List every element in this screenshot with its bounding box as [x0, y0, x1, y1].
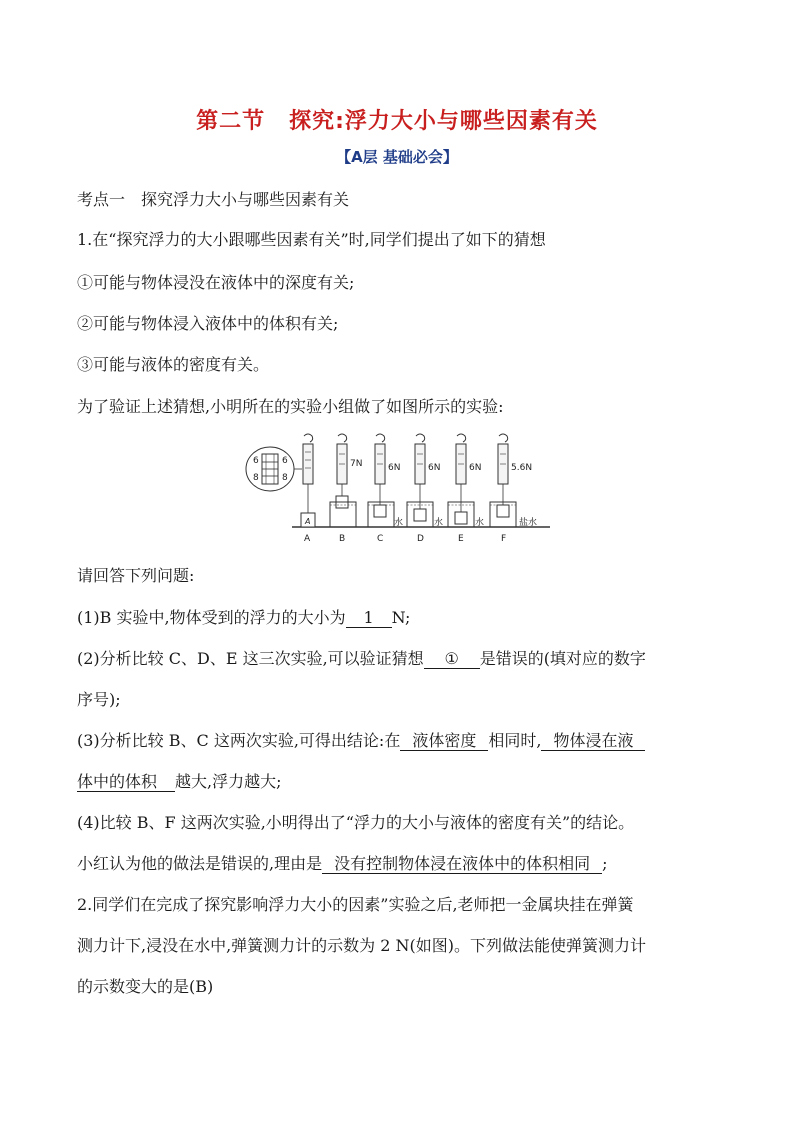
inset-tick-left-bottom: 8	[253, 473, 259, 483]
q1-part-4-line2	[77, 854, 608, 874]
setup-b	[330, 434, 362, 527]
q1-part-3-answer-2a: 物体浸在液	[541, 732, 645, 751]
q1-part-3-line2	[77, 772, 282, 792]
inset-tick-right-bottom: 8	[282, 473, 288, 483]
scale-inset	[246, 447, 302, 491]
reading-c: 6N	[388, 463, 401, 473]
q2-line-3: 的示数变大的是(B)	[77, 977, 214, 996]
q1-part-3-answer-2b: 体中的体积	[77, 773, 175, 792]
section-title	[0, 104, 794, 135]
reading-f: 5.6N	[511, 463, 533, 473]
q1-guess-2: ②可能与物体浸入液体中的体积有关;	[77, 314, 339, 333]
q1-guess-1: ①可能与物体浸没在液体中的深度有关;	[77, 273, 355, 292]
setup-f	[490, 434, 537, 528]
section-number: 第二节	[196, 109, 266, 134]
q1-part-1-answer: 1	[346, 609, 392, 628]
q1-part-3-text-mid: 相同时,	[488, 731, 542, 750]
q1-part-1-unit: N;	[391, 608, 411, 627]
q1-part-3-answer-1: 液体密度	[400, 732, 488, 751]
label-d: D	[417, 534, 424, 544]
liquid-d: 水	[434, 518, 444, 528]
q1-part-4-answer: 没有控制物体浸在液体中的体积相同	[322, 855, 602, 874]
q1-stem: 1.在“探究浮力的大小跟哪些因素有关”时,同学们提出了如下的猜想	[77, 230, 546, 249]
label-f: F	[501, 534, 507, 544]
q1-part-2	[77, 649, 646, 669]
liquid-c: 水	[394, 518, 404, 528]
q1-part-2-text: (2)分析比较 C、D、E 这三次实验,可以验证猜想	[77, 649, 424, 668]
reading-e: 6N	[469, 463, 482, 473]
level-label: 【A层 基础必会】	[336, 148, 458, 166]
q2-line-2: 测力计下,浸没在水中,弹簧测力计的示数为 2 N(如图)。下列做法能使弹簧测力计	[77, 936, 647, 955]
section-topic: 探究:浮力大小与哪些因素有关	[289, 109, 598, 134]
label-e: E	[458, 534, 464, 544]
setup-e	[448, 434, 484, 528]
q1-part-4: (4)比较 B、F 这两次实验,小明得出了“浮力的大小与液体的密度有关”的结论。	[77, 813, 635, 832]
q1-part-4-end: ;	[602, 854, 608, 873]
q1-guess-3: ③可能与液体的密度有关。	[77, 355, 270, 374]
q1-part-2-line2: 序号);	[77, 690, 121, 709]
q1-part-4-text: 小红认为他的做法是错误的,理由是	[77, 854, 323, 873]
q1-intro: 为了验证上述猜想,小明所在的实验小组做了如图所示的实验:	[77, 397, 504, 416]
q1-part-1	[77, 608, 410, 628]
setup-a	[301, 434, 315, 527]
topic-heading: 考点一 探究浮力大小与哪些因素有关	[77, 190, 350, 209]
q1-part-3	[77, 731, 645, 751]
label-b: B	[339, 534, 346, 544]
q1-part-2-answer: ①	[424, 650, 480, 669]
q1-part-3-text: (3)分析比较 B、C 这两次实验,可得出结论:在	[77, 731, 401, 750]
q1-ask: 请回答下列问题:	[77, 566, 195, 585]
liquid-f: 盐水	[519, 518, 538, 528]
experiment-figure	[244, 432, 556, 544]
label-c: C	[377, 534, 384, 544]
q1-part-3-text-after: 越大,浮力越大;	[175, 772, 282, 791]
inset-tick-right-top: 6	[282, 456, 288, 466]
q1-part-2-text-after: 是错误的(填对应的数字	[479, 649, 646, 668]
reading-b: 7N	[350, 459, 363, 469]
reading-d: 6N	[428, 463, 441, 473]
setup-c	[368, 434, 403, 528]
q1-part-1-text: (1)B 实验中,物体受到的浮力的大小为	[77, 608, 346, 627]
label-a: A	[304, 534, 311, 544]
liquid-e: 水	[475, 518, 485, 528]
block-label: A	[305, 517, 311, 526]
setup-d	[407, 434, 443, 528]
inset-tick-left-top: 6	[253, 456, 259, 466]
q2-line-1: 2.同学们在完成了探究影响浮力大小的因素”实验之后,老师把一金属块挂在弹簧	[77, 895, 634, 914]
